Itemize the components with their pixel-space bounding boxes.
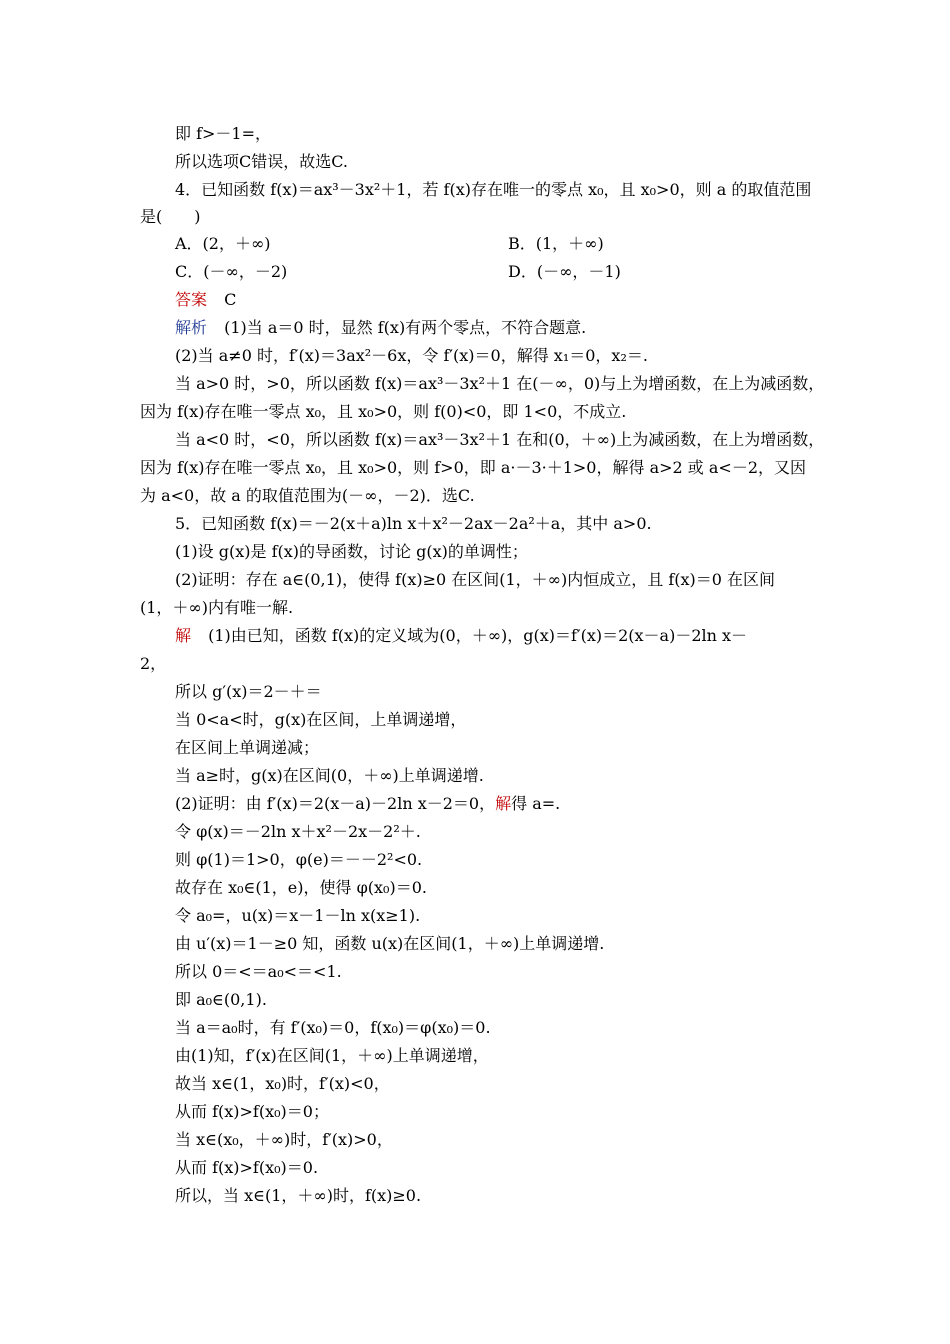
text-line: 在区间上单调递减； xyxy=(175,738,320,757)
text-line: 所以，当 x∈(1，＋∞)时，f(x)≥0. xyxy=(175,1186,422,1205)
text-line: 故当 x∈(1，x₀)时，f′(x)<0， xyxy=(175,1074,390,1093)
question-5-part-2: (2)证明：存在 a∈(0,1)，使得 f(x)≥0 在区间(1，＋∞)内恒成立，且 f(x)＝0 在区间 xyxy=(175,570,776,589)
answer-label: 答案 xyxy=(175,290,208,309)
solution-text: (1)由已知，函数 f(x)的定义域为(0，＋∞)，g(x)＝f′(x)＝2(x－a)－2ln x－ xyxy=(208,626,748,645)
question-4-stem-cont: 是( ) xyxy=(140,207,201,226)
text-line: 因为 f(x)存在唯一零点 x₀，且 x₀>0，则 f>0，即 a·－3·＋1>0，解得 a>2 或 a<－2，又因 xyxy=(140,458,806,477)
analysis-line xyxy=(175,318,586,338)
text-line: 则 φ(1)＝1>0，φ(e)＝－－2²<0. xyxy=(175,850,423,869)
text-line: 为 a<0，故 a 的取值范围为(－∞，－2)．选C. xyxy=(140,486,475,505)
text-line: 令 φ(x)＝－2ln x＋x²－2x－2²＋. xyxy=(175,822,421,841)
proof-line xyxy=(175,794,560,814)
text-line: 当 a>0 时，>0，所以函数 f(x)＝ax³－3x²＋1 在(－∞，0)与上为增函数，在上为减函数， xyxy=(175,374,825,393)
text-line: 由(1)知，f′(x)在区间(1，＋∞)上单调递增， xyxy=(175,1046,489,1065)
answer-line xyxy=(175,290,236,310)
option-c: C．(－∞，－2) xyxy=(175,262,288,281)
text-line: 从而 f(x)>f(x₀)＝0； xyxy=(175,1102,329,1121)
text-line: 从而 f(x)>f(x₀)＝0. xyxy=(175,1158,319,1177)
text-line: (2)当 a≠0 时，f′(x)＝3ax²－6x，令 f′(x)＝0，解得 x₁＝0，x₂＝. xyxy=(175,346,648,365)
solution-line xyxy=(175,626,747,646)
answer-value: C xyxy=(224,290,237,309)
text-line: 故存在 x₀∈(1，e)，使得 φ(x₀)＝0. xyxy=(175,878,427,897)
solution-label: 解 xyxy=(175,626,192,645)
text-line: 由 u′(x)＝1－≥0 知，函数 u(x)在区间(1，＋∞)上单调递增. xyxy=(175,934,605,953)
text-line: 当 x∈(x₀，＋∞)时，f′(x)>0， xyxy=(175,1130,393,1149)
option-d: D．(－∞，－1) xyxy=(508,262,621,281)
text-line: 所以 g′(x)＝2－＋＝ xyxy=(175,682,322,701)
question-5-stem: 5．已知函数 f(x)＝－2(x＋a)ln x＋x²－2ax－2a²＋a，其中 a>0. xyxy=(175,514,652,533)
text-line: 所以选项C错误，故选C. xyxy=(175,152,349,171)
proof-text-end: 得 a=. xyxy=(511,794,561,813)
option-a: A．(2，＋∞) xyxy=(175,234,271,253)
text-line: 当 a≥时，g(x)在区间(0，＋∞)上单调递增. xyxy=(175,766,484,785)
text-line: 当 0<a<时，g(x)在区间，上单调递增， xyxy=(175,710,467,729)
text-line: 所以 0＝<＝a₀<＝<1. xyxy=(175,962,342,981)
option-b: B．(1，＋∞) xyxy=(508,234,604,253)
text-line: 当 a<0 时，<0，所以函数 f(x)＝ax³－3x²＋1 在和(0，＋∞)上为减函数，在上为增函数， xyxy=(175,430,825,449)
analysis-label: 解析 xyxy=(175,318,208,337)
text-line: 当 a＝a₀时，有 f′(x₀)＝0，f(x₀)＝φ(x₀)＝0. xyxy=(175,1018,491,1037)
text-line: 2， xyxy=(140,654,167,673)
question-4-stem: 4．已知函数 f(x)＝ax³－3x²＋1，若 f(x)存在唯一的零点 x₀，且 x₀>0，则 a 的取值范围 xyxy=(175,180,812,199)
solution-inline-label: 解 xyxy=(495,794,512,813)
text-line: 因为 f(x)存在唯一零点 x₀，且 x₀>0，则 f(0)<0，即 1<0，不成立. xyxy=(140,402,627,421)
proof-text: (2)证明：由 f′(x)＝2(x－a)－2ln x－2＝0， xyxy=(175,794,496,813)
question-5-part-1: (1)设 g(x)是 f(x)的导函数，讨论 g(x)的单调性； xyxy=(175,542,528,561)
text-line: 令 a₀=，u(x)＝x－1－ln x(x≥1). xyxy=(175,906,421,925)
text-line: 即 a₀∈(0,1). xyxy=(175,990,267,1009)
question-5-part-2-cont: (1，＋∞)内有唯一解. xyxy=(140,598,294,617)
text-line: 即 f>－1=， xyxy=(175,124,272,143)
analysis-text: (1)当 a＝0 时，显然 f(x)有两个零点，不符合题意. xyxy=(224,318,587,337)
